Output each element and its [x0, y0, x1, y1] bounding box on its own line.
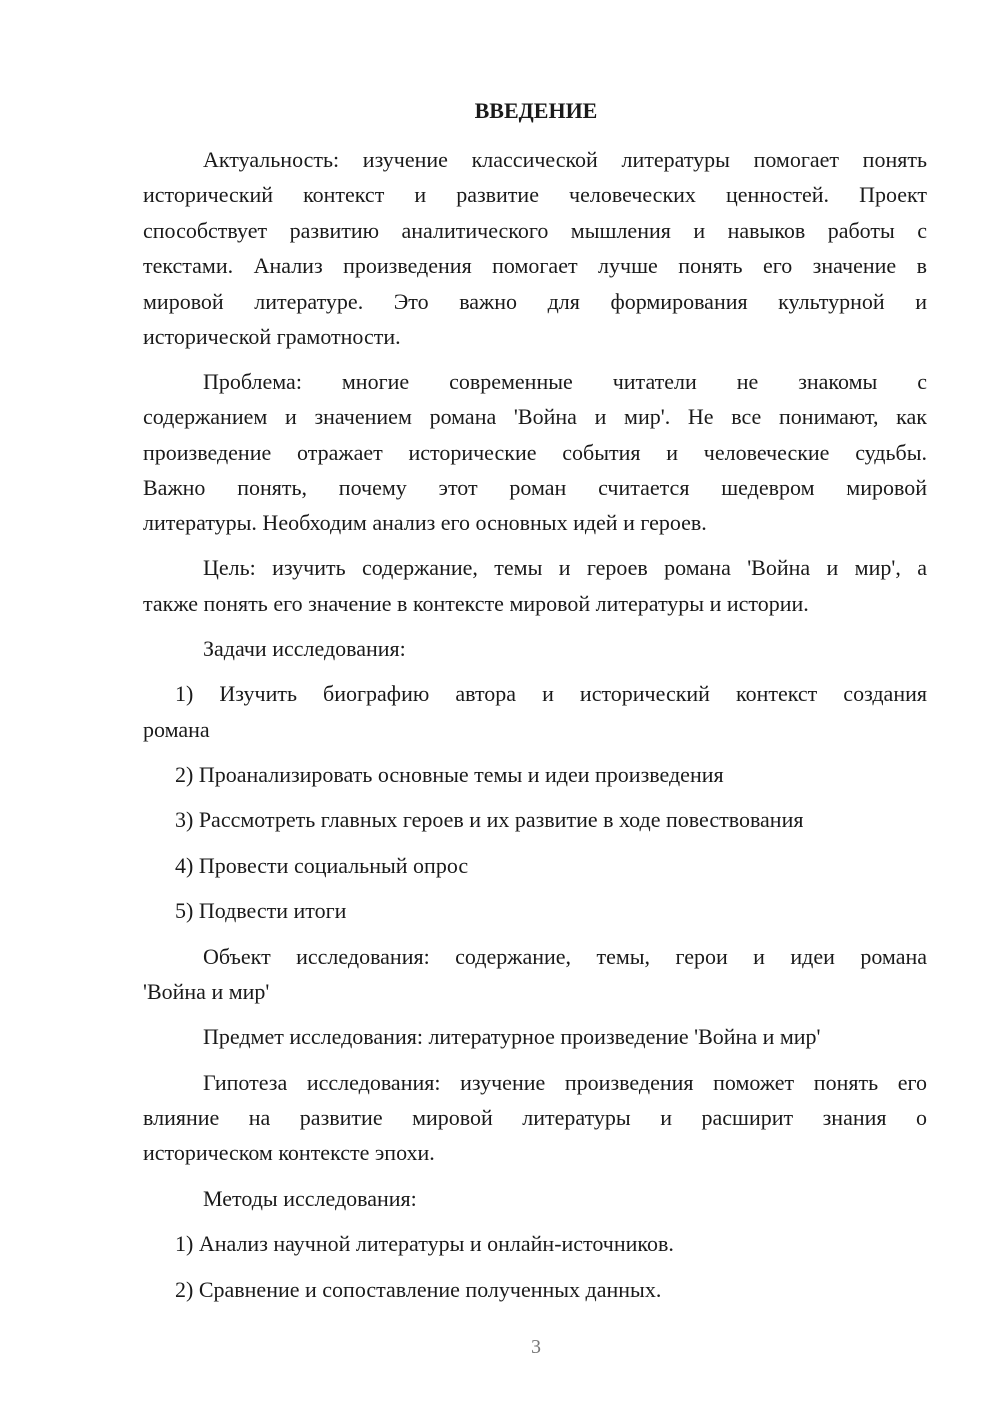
methods-title: Методы исследования:: [203, 1186, 417, 1211]
text-line: Актуальность: изучение классической литературы помогает понять: [203, 147, 927, 172]
text-line: влияние на развитие мировой литературы и расширит знания о: [143, 1105, 927, 1130]
list-item: 1) Изучить биографию автора и исторический контекст создания: [175, 681, 927, 706]
text-line: Цель: изучить содержание, темы и героев романа 'Война и мир', а: [203, 555, 927, 580]
list-item: 1) Анализ научной литературы и онлайн-источников.: [175, 1231, 674, 1256]
text-line: Объект исследования: содержание, темы, герои и идеи романа: [203, 944, 927, 969]
text-line: текстами. Анализ произведения помогает лучше понять его значение в: [143, 253, 927, 278]
list-item: 2) Проанализировать основные темы и идеи произведения: [175, 762, 724, 787]
tasks-title: Задачи исследования:: [203, 636, 406, 661]
text-line: исторической грамотности.: [143, 324, 401, 349]
subject-paragraph: Предмет исследования: литературное произведение 'Война и мир': [203, 1024, 821, 1049]
list-item: 5) Подвести итоги: [175, 898, 347, 923]
text-line: также понять его значение в контексте мировой литературы и истории.: [143, 591, 809, 616]
text-line: произведение отражает исторические события и человеческие судьбы.: [143, 440, 927, 465]
text-line: Проблема: многие современные читатели не знакомы с: [203, 369, 927, 394]
text-line: содержанием и значением романа 'Война и мир'. Не все понимают, как: [143, 404, 927, 429]
section-heading: ВВЕДЕНИЕ: [474, 98, 598, 123]
text-line: способствует развитию аналитического мышления и навыков работы с: [143, 218, 927, 243]
list-item: 2) Сравнение и сопоставление полученных данных.: [175, 1277, 662, 1302]
text-line: 'Война и мир': [143, 979, 270, 1004]
text-line: Гипотеза исследования: изучение произведения поможет понять его: [203, 1070, 927, 1095]
page-number: 3: [531, 1336, 541, 1358]
list-item: романа: [143, 717, 210, 742]
text-line: Важно понять, почему этот роман считается шедевром мировой: [143, 475, 927, 500]
text-line: исторический контекст и развитие человеческих ценностей. Проект: [143, 182, 927, 207]
text-line: историческом контексте эпохи.: [143, 1140, 435, 1165]
list-item: 4) Провести социальный опрос: [175, 853, 469, 878]
text-line: литературы. Необходим анализ его основных идей и героев.: [143, 510, 707, 535]
list-item: 3) Рассмотреть главных героев и их развитие в ходе повествования: [175, 807, 804, 832]
text-line: мировой литературе. Это важно для формирования культурной и: [143, 289, 927, 314]
